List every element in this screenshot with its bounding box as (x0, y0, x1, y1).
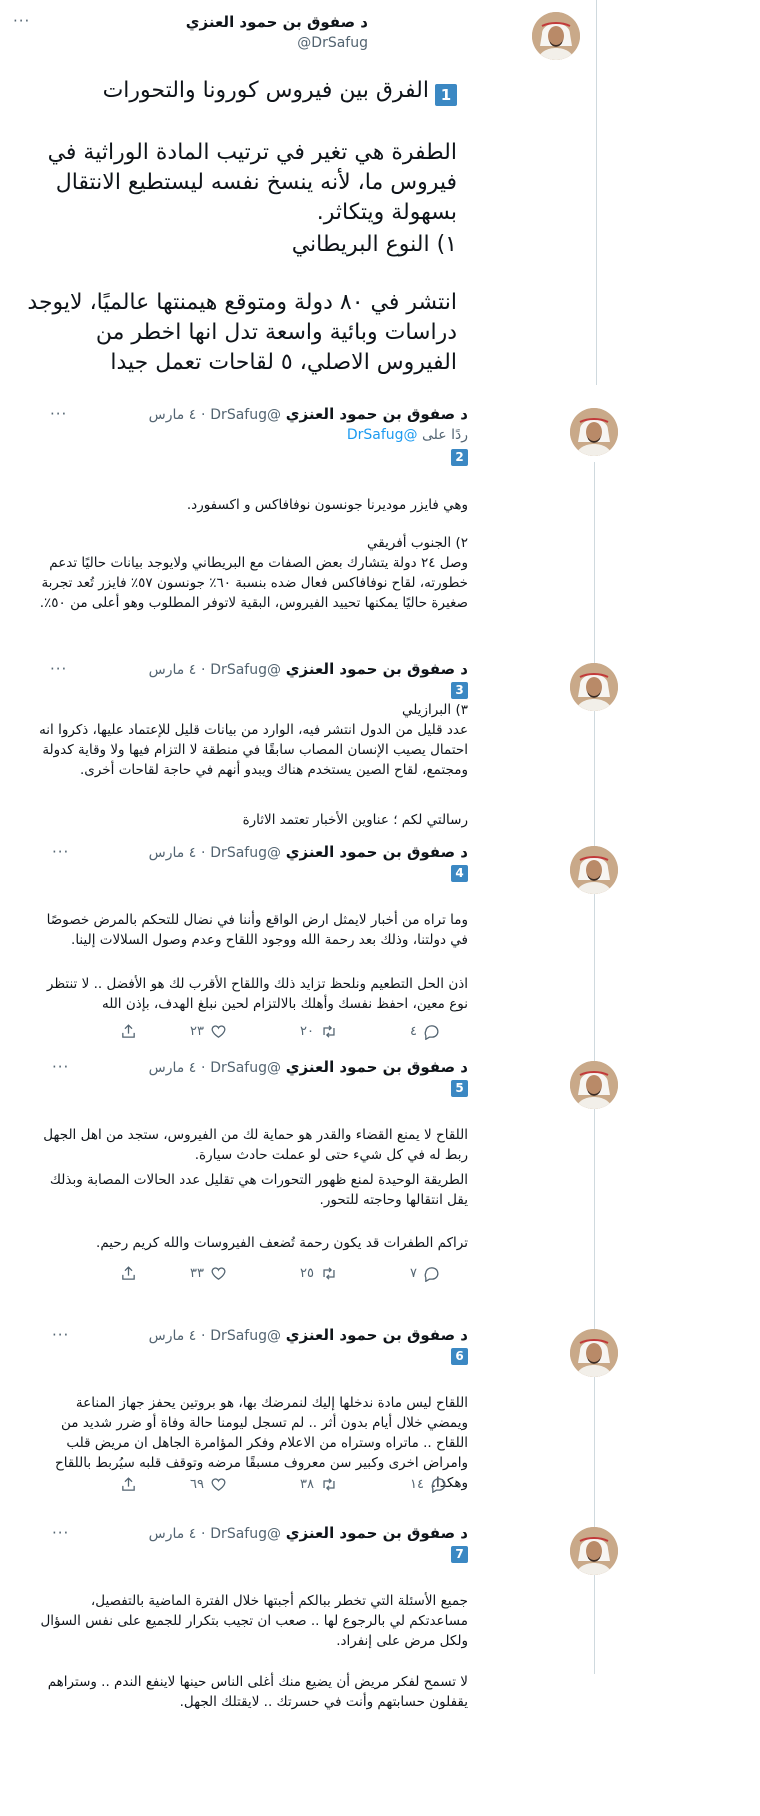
keycap-number-icon: 1 (435, 84, 457, 106)
share-button[interactable] (120, 1265, 137, 1282)
more-options-icon[interactable]: ··· (13, 12, 31, 30)
timestamp[interactable]: ٤ مارس (148, 1328, 197, 1344)
avatar[interactable] (570, 663, 618, 711)
timestamp[interactable]: ٤ مارس (148, 407, 197, 423)
more-options-icon[interactable]: ··· (52, 1524, 70, 1542)
keycap-number-icon: 7 (451, 1546, 468, 1563)
tweet-paragraph-2: ١) النوع البريطاني (291, 232, 457, 257)
author-handle[interactable]: @DrSafug (210, 662, 281, 678)
avatar[interactable] (570, 1329, 618, 1377)
reply-icon (423, 1265, 440, 1282)
reply-header: د صفوق بن حمود العنزي @DrSafug · ٤ مارس (148, 843, 468, 861)
reply-paragraph: وهي فايزر موديرنا جونسون نوفافاكس و اكسفورد. (186, 497, 468, 513)
reply-count: ٤ (410, 1024, 417, 1039)
main-tweet (0, 0, 600, 390)
author-handle[interactable]: @DrSafug (210, 1060, 281, 1076)
more-options-icon[interactable]: ··· (52, 1326, 70, 1344)
like-count: ٣٣ (190, 1266, 204, 1281)
reply-button[interactable] (410, 1023, 440, 1040)
reply-paragraph: عدد قليل من الدول انتشر فيه، الوارد من بيانات قليل للإعتماد عليها، ذكروا انه احتمال يصيب الإنسان المصاب سابقًا في منطقة لا التزام فيها ولا وقاية كدولة ومجتمع، لقاح الصين يستخدم هناك ويبدو أنهم في حاجة لقاحات أخرى. (39, 722, 468, 778)
timestamp[interactable]: ٤ مارس (148, 1060, 197, 1076)
share-icon (120, 1265, 137, 1282)
retweet-icon (320, 1476, 338, 1493)
replying-to: ردًا على @DrSafug (346, 427, 468, 443)
reply-paragraph: اللقاح ليس مادة ندخلها إليك لنمرضك بها، هو بروتين يحفز جهاز المناعة ويمضي خلال أيام بدون أثر .. لم تسجل ليومنا حالة وفاة أو ضرر شديد من اللقاح .. ماتراه وستراه من الاعلام وفكر المؤامرة الجاهل ان مريض قلب وامراض اخرى وكبير سن معروف مسبقًا مرضه وتوقف قلبه سيُربط باللقاح وهكذا. (55, 1395, 468, 1491)
keycap-number-icon: 3 (451, 682, 468, 699)
author-handle[interactable]: @DrSafug (210, 1328, 281, 1344)
tweet-paragraph-3: انتشر في ٨٠ دولة ومتوقع هيمنتها عالميًا، لايوجد دراسات وبائية واسعة تدل انها اخطر من الفيروس الاصلي، ٥ لقاحات تعمل جيدا (27, 290, 457, 375)
reply-icon (423, 1023, 440, 1040)
keycap-number-icon: 5 (451, 1080, 468, 1097)
reply-tweet (30, 843, 590, 1043)
timestamp[interactable]: ٤ مارس (148, 662, 197, 678)
like-button[interactable] (190, 1023, 227, 1040)
heart-icon (210, 1023, 227, 1040)
tweet-actions (40, 1265, 460, 1285)
tweet-title (12, 74, 457, 108)
author-handle[interactable]: @DrSafug (210, 1526, 281, 1542)
retweet-button[interactable] (300, 1265, 338, 1282)
reply-count: ١٤ (410, 1477, 424, 1492)
author-name[interactable]: د صفوق بن حمود العنزي (185, 13, 368, 31)
reply-header: د صفوق بن حمود العنزي @DrSafug · ٤ مارس (148, 1058, 468, 1076)
like-button[interactable] (190, 1476, 227, 1493)
retweet-count: ٢٥ (300, 1266, 314, 1281)
more-options-icon[interactable]: ··· (50, 405, 68, 423)
title-text: الفرق بين فيروس كورونا والتحورات (102, 78, 429, 103)
reply-tweet (30, 1326, 590, 1506)
reply-header: د صفوق بن حمود العنزي @DrSafug · ٤ مارس (148, 1326, 468, 1344)
heart-icon (210, 1265, 227, 1282)
reply-tweet (30, 1058, 590, 1288)
reply-tweet (30, 1524, 590, 1724)
keycap-number-icon: 4 (451, 865, 468, 882)
avatar[interactable] (570, 408, 618, 456)
reply-paragraph: تراكم الطفرات قد يكون رحمة تُضعف الفيروسات والله كريم رحيم. (96, 1235, 468, 1251)
like-button[interactable] (190, 1265, 227, 1282)
timestamp[interactable]: ٤ مارس (148, 1526, 197, 1542)
avatar[interactable] (532, 12, 580, 60)
avatar[interactable] (570, 1061, 618, 1109)
avatar[interactable] (570, 846, 618, 894)
retweet-count: ٣٨ (300, 1477, 314, 1492)
heart-icon (210, 1476, 227, 1493)
author-name[interactable]: د صفوق بن حمود العنزي (285, 843, 468, 861)
author-handle[interactable]: @DrSafug (297, 35, 368, 51)
share-icon (120, 1023, 137, 1040)
retweet-count: ٢٠ (300, 1024, 314, 1039)
reply-button[interactable] (410, 1476, 447, 1493)
retweet-icon (320, 1265, 338, 1282)
reply-button[interactable] (410, 1265, 440, 1282)
reply-paragraph: جميع الأسئلة التي تخطر ببالكم أجبتها خلال الفترة الماضية بالتفصيل، مساعدتكم لي بالرجوع لها .. صعب ان تجيب بتكرار للجميع على نفس السؤال ولكل مرض على إنفراد. (40, 1593, 468, 1649)
author-handle[interactable]: @DrSafug (210, 407, 281, 423)
retweet-icon (320, 1023, 338, 1040)
reply-tweet (30, 660, 590, 840)
author-name[interactable]: د صفوق بن حمود العنزي (285, 1058, 468, 1076)
retweet-button[interactable] (300, 1023, 338, 1040)
timestamp[interactable]: ٤ مارس (148, 845, 197, 861)
reply-count: ٧ (410, 1266, 417, 1281)
avatar[interactable] (570, 1527, 618, 1575)
share-button[interactable] (120, 1476, 137, 1493)
keycap-number-icon: 6 (451, 1348, 468, 1365)
tweet-actions (40, 1476, 460, 1496)
reply-paragraph: وصل ٢٤ دولة يتشارك بعض الصفات مع البريطاني ولايوجد بيانات حاليًا تدعم خطورته، لقاح نوفافاكس فعال ضده بنسبة ٦٠٪ جونسون ٥٧٪ فايزر تُعد تجربة صغيرة حاليًا يمكنها تحييد الفيروس، البقية لاتوفر المطلوب وهو أعلى من ٥٠٪. (39, 555, 468, 611)
author-handle[interactable]: @DrSafug (210, 845, 281, 861)
reply-paragraph: رسالتي لكم ؛ عناوين الأخبار تعتمد الاثارة (242, 812, 468, 828)
like-count: ٢٣ (190, 1024, 204, 1039)
reply-tweet (30, 405, 590, 640)
tweet-paragraph-1: الطفرة هي تغير في ترتيب المادة الوراثية في فيروس ما، لأنه ينسخ نفسه ليستطيع الانتقال بسهولة ويتكاثر. (47, 140, 457, 225)
author-name[interactable]: د صفوق بن حمود العنزي (285, 1524, 468, 1542)
author-name[interactable]: د صفوق بن حمود العنزي (285, 1326, 468, 1344)
reply-paragraph: الطريقة الوحيدة لمنع ظهور التحورات هي تقليل عدد الحالات المصابة وبذلك يقل انتقالها وحاجته للتحور. (49, 1172, 468, 1208)
reply-paragraph: لا تسمح لفكر مريض أن يضيع منك أغلى الناس حينها لاينفع الندم .. وستراهم يقفلون حسابتهم وأنت في حسرتك .. لايقتلك الجهل. (47, 1674, 468, 1710)
retweet-button[interactable] (300, 1476, 338, 1493)
main-divider (596, 0, 597, 385)
tweet-actions (40, 1023, 460, 1043)
reply-header: د صفوق بن حمود العنزي @DrSafug · ٤ مارس (148, 660, 468, 678)
replying-to-handle[interactable]: @DrSafug (346, 427, 418, 443)
keycap-number-icon: 2 (451, 449, 468, 466)
share-icon (120, 1476, 137, 1493)
author-name[interactable]: د صفوق بن حمود العنزي (285, 660, 468, 678)
reply-header: د صفوق بن حمود العنزي @DrSafug · ٤ مارس (148, 1524, 468, 1542)
reply-header: د صفوق بن حمود العنزي @DrSafug · ٤ مارس (148, 405, 468, 423)
more-options-icon[interactable]: ··· (50, 660, 68, 678)
reply-paragraph: وما تراه من أخبار لايمثل ارض الواقع وأننا في نضال للتحكم بالمرض خصوصًا في دولتنا، وذلك بعد رحمة الله ووجود اللقاح وعدم وصول السلالات إلينا. (46, 912, 468, 948)
like-count: ٦٩ (190, 1477, 204, 1492)
reply-paragraph: اللقاح لا يمنع القضاء والقدر هو حماية لك من الفيروس، ستجد من اهل الجهل ربط له في كل شيء حتى لو عملت حادث سيارة. (43, 1127, 468, 1163)
reply-icon (430, 1476, 447, 1493)
author-name[interactable]: د صفوق بن حمود العنزي (285, 405, 468, 423)
more-options-icon[interactable]: ··· (52, 1058, 70, 1076)
share-button[interactable] (120, 1023, 137, 1040)
reply-paragraph: اذن الحل التطعيم ونلحظ تزايد ذلك واللقاح الأقرب لك هو الأفضل .. لا تنتظر نوع معين، احفظ نفسك وأهلك بالالتزام لحين نبلغ الهدف، بإذن الله (46, 976, 468, 1012)
reply-paragraph: ٢) الجنوب أفريقي (367, 535, 468, 551)
reply-paragraph: ٣) البرازيلي (402, 702, 468, 718)
more-options-icon[interactable]: ··· (52, 843, 70, 861)
